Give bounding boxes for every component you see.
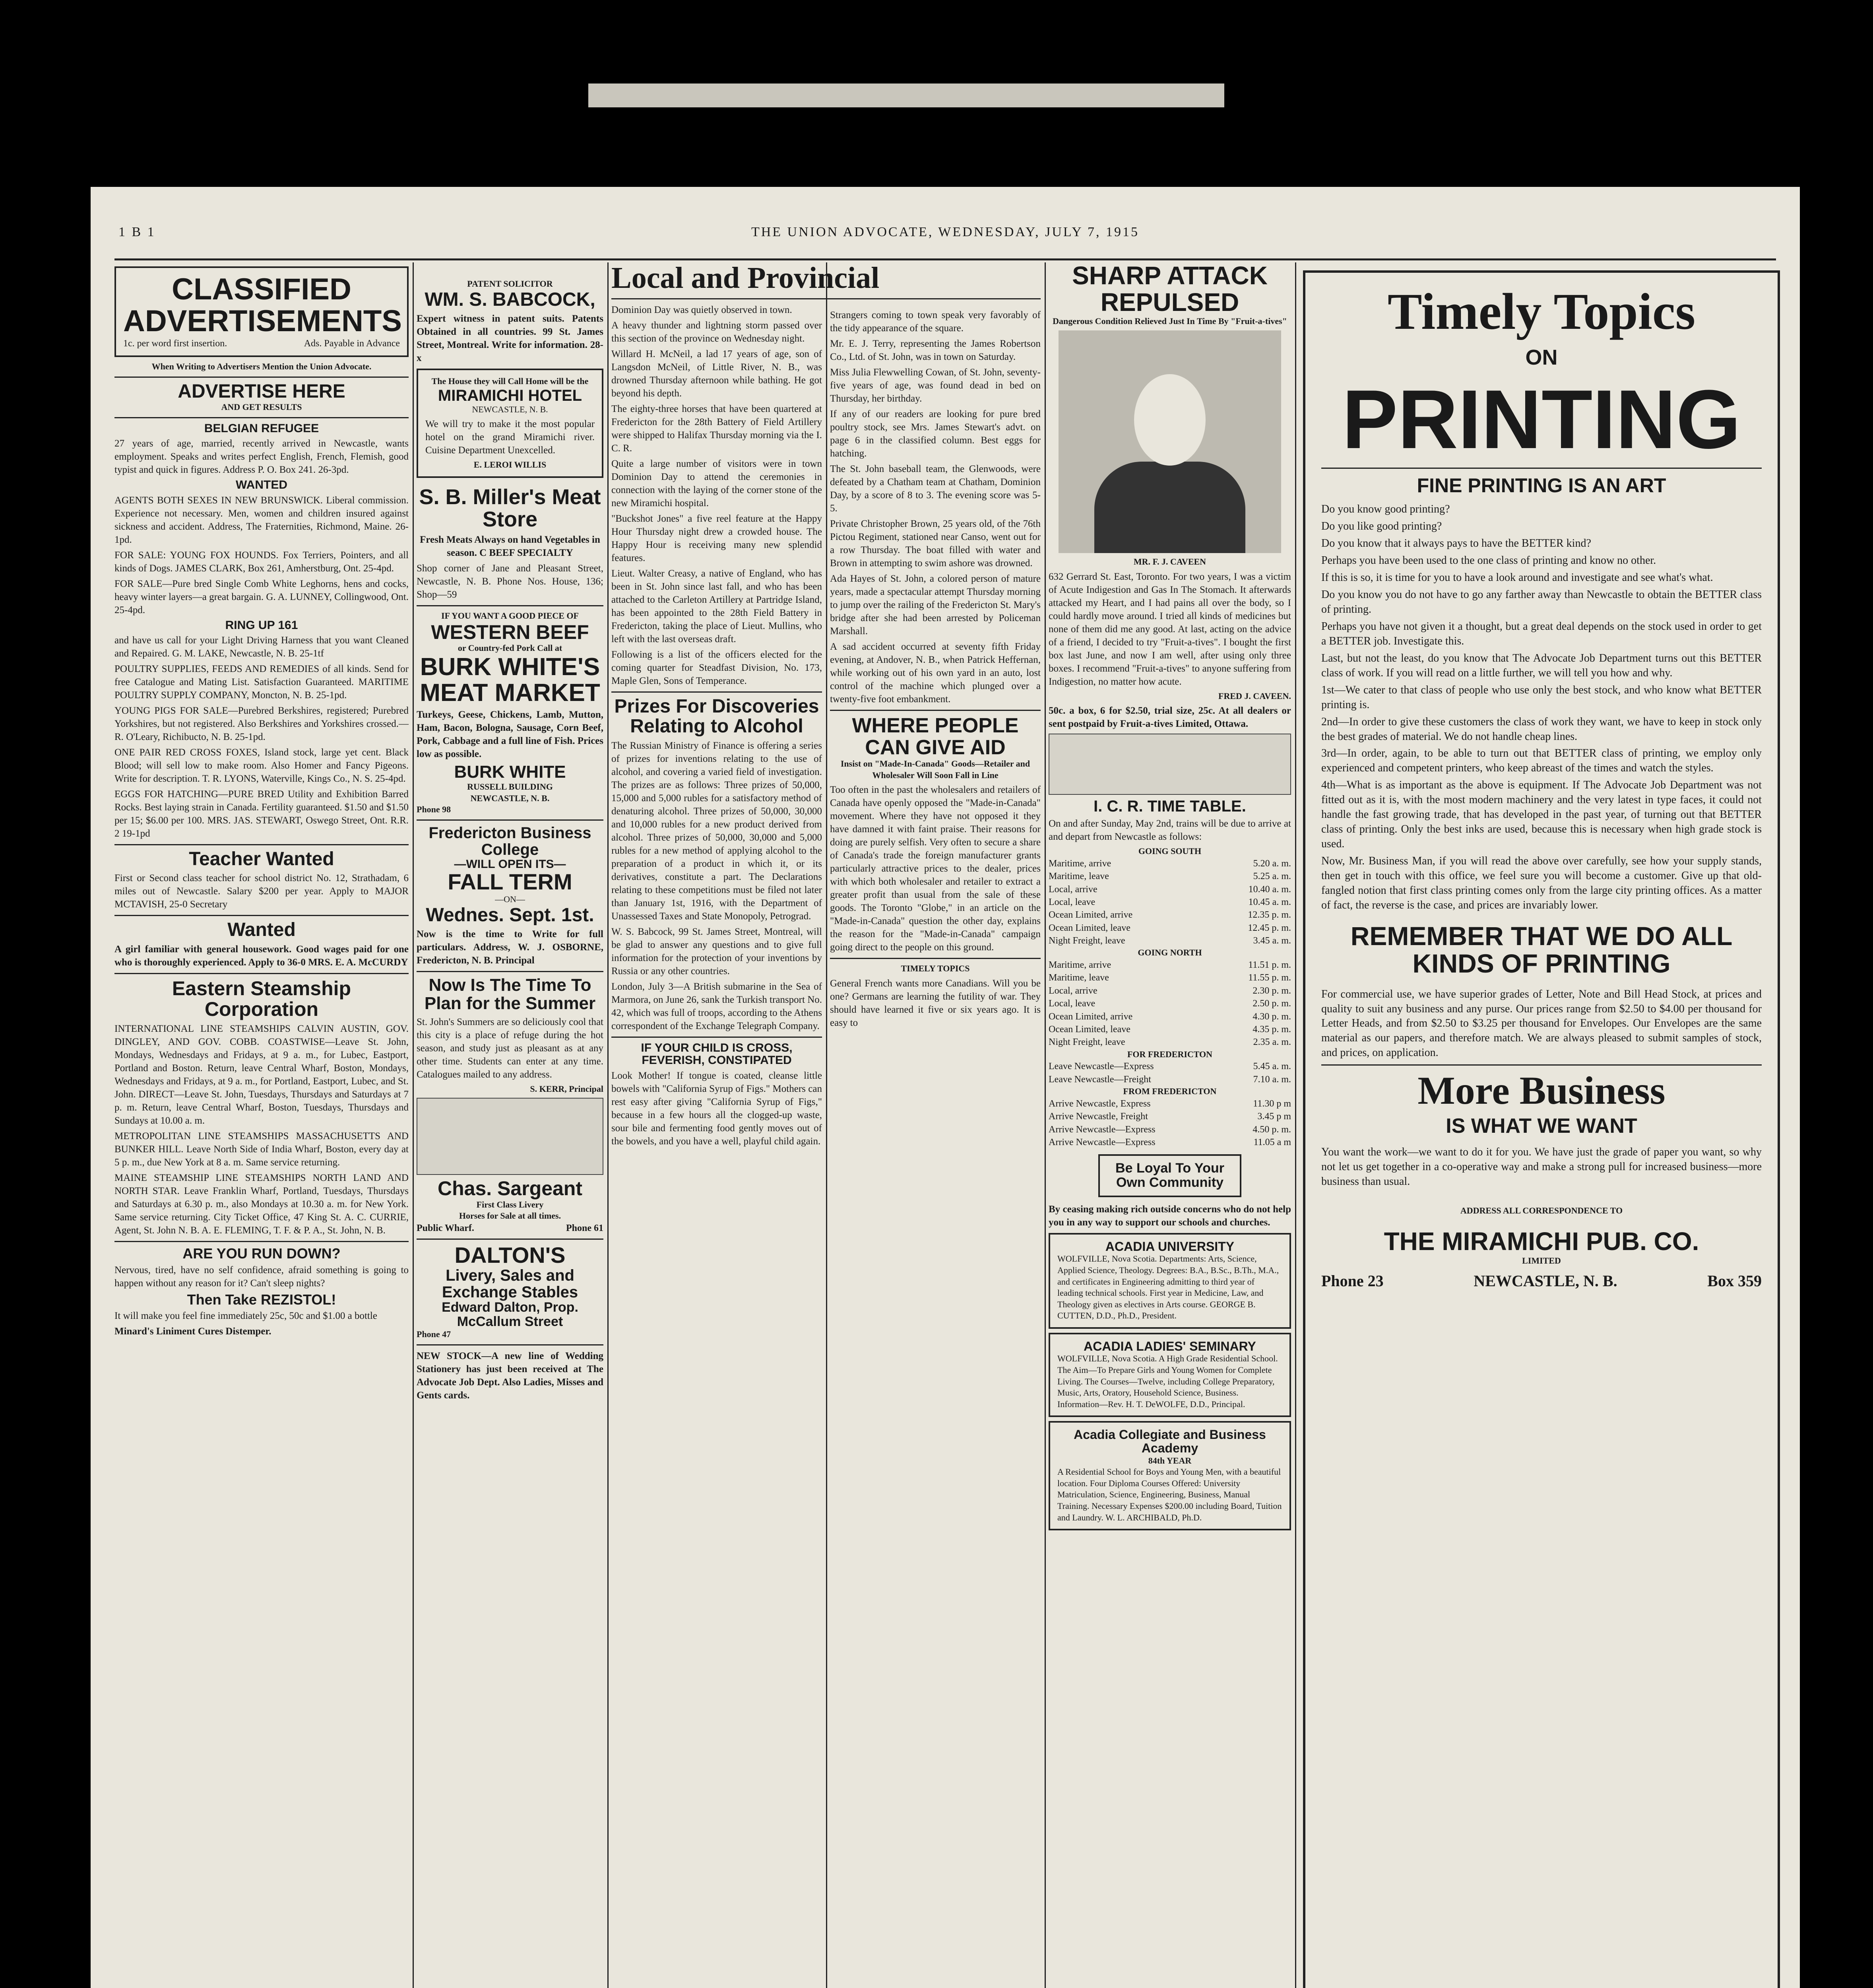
burk-text: Turkeys, Geese, Chickens, Lamb, Mutton, Ham, Bacon, Bologna, Sausage, Corn Beef, Pork, Cabbage and a full line of Fish. Prices low as possible. [417,709,603,760]
hotel-text: We will try to make it the most popular hotel on the grand Miramichi river. Cuisine Department Unexcelled. [425,419,595,456]
fall-term: FALL TERM [448,869,572,895]
schedule-row [1049,870,1291,883]
train-name: Arrive Newcastle—Express [1049,1124,1156,1135]
fall-date: Wednes. Sept. 1st. [426,904,594,926]
schedule-row [1049,1036,1291,1048]
question-3: Do you know that it always pays to have the BETTER kind? [1321,537,1591,550]
train-name: Arrive Newcastle, Freight [1049,1111,1148,1122]
train-name: Ocean Limited, arrive [1049,910,1133,920]
column-rule-3 [826,262,827,1988]
train-name: Ocean Limited, leave [1049,922,1130,933]
now-text: St. John's Summers are so deliciously cool that this city is a place of refuge during the hot season, and study just as pleasant as at any other time. Students can enter at any time. Catalogues mailed to any address. [417,1016,603,1080]
eastern-title: Eastern Steamship Corporation [172,977,351,1021]
what-we-want: IS WHAT WE WANT [1446,1114,1637,1138]
train-name: Leave Newcastle—Freight [1049,1074,1151,1085]
company-box: Box 359 [1707,1272,1762,1290]
teacher-ad: First or Second class teacher for school district No. 12, Strathadam, 6 miles out of Newcastle. Salary $200 per year. Apply to MAJOR MCTAVISH, 25-0 Secretary [114,873,409,910]
train-time: 3.45 a. m. [1253,936,1291,946]
train-time: 3.45 p m [1257,1111,1291,1122]
local-item-6: "Buckshot Jones" a five reel feature at the Happy Hour Thursday night drew a crowded house. The Happy Hour is receiving many new splendid features. [611,513,822,563]
printing-ad [1303,270,1780,1988]
where-title: WHERE PEOPLE CAN GIVE AID [852,714,1019,759]
printing-p5: Last, but not the least, do you know that The Advocate Job Department turns out this BETTER class of work. If you will read on a little further, we will tell you how and why. [1321,652,1762,679]
kerr-principal: S. KERR, Principal [530,1083,603,1094]
burk-name: BURK WHITE [454,762,566,782]
acadia-text: WOLFVILLE, Nova Scotia. Departments: Arts, Science, Applied Science, Theology. Degrees: B.A., B.Sc., B.Th., M.A., and certificates in Engineering admitting to third year of leading technical schools. First year in Medicine, Law, and Theology given as electives in Arts course. GEORGE B. CUTTEN, D.D., Ph.D., President. [1057,1254,1279,1321]
column-rule-1 [413,262,414,1988]
train-name: Maritime, arrive [1049,960,1111,971]
train-time: 12.45 p. m. [1248,922,1291,933]
company-name: THE MIRAMICHI PUB. CO. [1384,1227,1699,1256]
rezistol-text: It will make you feel fine immediately 25c, 50c and $1.00 a bottle [114,1310,377,1322]
payable-text: Ads. Payable in Advance [304,338,400,349]
masthead-rule [114,258,1776,260]
masthead [91,225,1800,248]
testimonial: 632 Gerrard St. East, Toronto. For two years, I was a victim of Acute Indigestion and Gas In The Stomach. It afterwards attacked my Heart, and I had pains all over the body, so I could hardly move around. I tried all kinds of medicines but none of them did me any good. At last, acting on the advice of a friend, I decided to try "Fruit-a-tives". I bought the first box last June, and now I am well, after using only three boxes. I recommend "Fruit-a-tives" to anyone suffering from Indigestion, no matter how acute. [1049,571,1291,687]
rundown-text: Nervous, tired, have no self confidence, afraid something is going to happen without any reason for it? Can't sleep nights? [114,1264,409,1289]
train-time: 5.20 a. m. [1253,858,1291,869]
train-name: Maritime, leave [1049,973,1109,983]
local-item-3: Willard H. McNeil, a lad 17 years of age, son of Langsdon McNeil, of Little River, N. B., was drowned Thursday afternoon while bathing. He got beyond his depth. [611,348,822,399]
sharp-title: SHARP ATTACK REPULSED [1072,261,1268,317]
train-name: Ocean Limited, leave [1049,1024,1130,1035]
printing-p1: Perhaps you have been used to the one class of printing and know no other. [1321,554,1656,567]
printing-p8: 3rd—In order, again, to be able to turn out that BETTER class of printing, we employ only experienced and competent printers, who keep abreast of the times and watch the styles. [1321,747,1762,775]
local-item-7: Lieut. Walter Creasy, a native of England, who has been in St. John since last fall, and who has been attached to the Carleton Artillery at Partridge Island, has been appointed to the 28th Field Battery in Fredericton, taking the place of Lieut. Mullins, who left with the last overseas draft. [611,568,822,645]
north-schedule [1049,959,1291,1049]
cross-text: Look Mother! If tongue is coated, cleanse little bowels with "California Syrup of Figs." Mothers can rest easy after giving "California Syrup of Figs," because in a few hours all the clogged-up waste, sour bile and fermenting food gently moves out of the bowels, and you have a well, playful child again. [611,1070,822,1147]
foxes-ad: ONE PAIR RED CROSS FOXES, Island stock, large yet cent. Black Blood; will sell low to make room. Also Homer and Fancy Pigeons. Write for description. T. R. LYONS, Waterville, Kings Co., N. S. 25-4pd. [114,747,409,784]
schedule-row [1049,896,1291,909]
babcock-name: WM. S. BABCOCK, [425,289,595,310]
news-item-3: Miss Julia Flewwelling Cowan, of St. John, seventy-five years of age, was found dead in bed on Thursday, her birthday. [830,367,1041,404]
advertise-here: ADVERTISE HERE [178,381,345,402]
printing-p6: 1st—We cater to that class of people who use only the best stock, and who know what BETTER printing is. [1321,683,1762,711]
printing-p12: You want the work—we want to do it for you. We have just the grade of paper you want, so why not let us get together in a co-operative way and make a strong pull for increased business—more business than usual. [1321,1145,1762,1188]
schedule-row [1049,934,1291,947]
company-limited: LIMITED [1522,1255,1561,1266]
train-illustration [1049,734,1291,795]
dalton-phone: Phone 47 [417,1329,451,1340]
be-loyal-badge: Be Loyal To Your Own Community [1098,1154,1241,1197]
newspaper-page [91,187,1800,1988]
train-time: 7.10 a. m. [1253,1074,1291,1085]
schedule-row [1049,984,1291,997]
fredericton-text: Now is the time to Write for full particulars. Address, W. J. OSBORNE, Fredericton, N. B. Principal [417,929,603,966]
miller-text: Fresh Meats Always on hand Vegetables in season. C BEEF SPECIALTY [420,534,600,559]
train-time: 11.30 p m [1253,1098,1291,1109]
hotel-owner: E. LEROI WILLIS [473,460,547,470]
wanted-title: WANTED [236,478,287,492]
on-label: ON [1525,345,1558,369]
western-intro: IF YOU WANT A GOOD PIECE OF [441,611,579,621]
schedule-row [1049,883,1291,896]
train-time: 2.35 a. m. [1253,1037,1291,1048]
schedule-row [1049,971,1291,984]
fredericton-college: Fredericton Business College [429,824,591,858]
schedule-row [1049,1123,1291,1136]
news-item-2: Mr. E. J. Terry, representing the James Robertson Co., Ltd. of St. John, was in town on Saturday. [830,338,1041,362]
academy-title: Acadia Collegiate and Business Academy [1074,1427,1266,1456]
burk-phone: Phone 98 [417,804,451,815]
schedule-row [1049,959,1291,971]
torn-top-strip [588,83,1224,107]
refugee-ad: 27 years of age, married, recently arrived in Newcastle, wants employment. Speaks and writes perfect English, French, Flemish, good typist and quick in figures. Address P. O. Box 241. 26-3pd. [114,438,409,476]
acadia-seminary-ad [1049,1333,1291,1417]
printing-p9: 4th—What is as important as the above is equipment. If The Advocate Job Department was not fitted out as it is, with the most modern machinery and the very latest in type faces, it could not handle the fast growing trade, that has developed in the past year, of turning out that BETTER class of printing. Only the best inks are used, because this is necessary when high grade stock is used. [1321,779,1762,850]
mention-text: When Writing to Advertisers Mention the Union Advocate. [151,361,372,371]
news-item-4: If any of our readers are looking for pure bred poultry stock, see Mrs. James Stewart's advt. on page 6 in the classified column. Best eggs for hatching. [830,409,1041,459]
burk-building: RUSSELL BUILDING [467,782,553,792]
train-time: 11.05 a m [1253,1137,1291,1147]
hotel-ad [417,369,603,478]
schedule-row [1049,857,1291,870]
train-time: 10.45 a. m. [1248,897,1291,907]
babcock-note: W. S. Babcock, 99 St. James Street, Montreal, will be glad to answer any questions and to give full information for the protection of your inventions by Russia or any other countries. [611,926,822,977]
south-schedule [1049,857,1291,947]
column-news-2 [830,306,1041,1988]
academy-year: 84th YEAR [1148,1455,1192,1466]
phone-61: Phone 61 [566,1223,603,1233]
public-wharf: Public Wharf. [417,1223,474,1233]
london-item: London, July 3—A British submarine in the Sea of Marmora, on June 26, sank the Turkish transport No. 42, which was full of troops, according to the Athens correspondent of the Exchange Telegraph Company. [611,981,822,1031]
seminary-title: ACADIA LADIES' SEMINARY [1084,1339,1256,1353]
poultry-ad: POULTRY SUPPLIES, FEEDS AND REMEDIES of all kinds. Send for free Catalogue and Mating List. Satisfaction Guaranteed. MARITIME POULTRY SUPPLY COMPANY, Moncton, N. B. 25-1pd. [114,664,409,701]
train-name: Local, leave [1049,897,1095,907]
news-item-6: Private Christopher Brown, 25 years old, of the 76th Pictou Regiment, stationed near Canso, went out for a row Thursday. The boat filled with water and Brown in attempting to swim ashore was drowned. [830,518,1041,569]
portrait-caption: MR. F. J. CAVEEN [1133,556,1206,567]
minards-ad: Minard's Liniment Cures Distemper. [114,1326,271,1337]
printing-p4: Perhaps you have not given it a thought, but a great deal depends on the stock used in order to get a BETTER job. Investigate this. [1321,620,1762,647]
babcock-text: Expert witness in patent suits. Patents Obtained in all countries. 99 St. James Street, Montreal. Write for information. 28-x [417,313,603,363]
printing-title: PRINTING [1342,373,1741,466]
teacher-title: Teacher Wanted [189,848,334,870]
local-item-8: Following is a list of the officers elected for the coming quarter for Steadfast Division, No. 173, Maple Glen, Sons of Temperance. [611,649,822,686]
question-1: Do you know good printing? [1321,503,1450,516]
miller-title: S. B. Miller's Meat Store [419,485,601,532]
train-time: 4.35 p. m. [1253,1024,1291,1035]
ring-ad: and have us call for your Light Driving Harness that you want Cleaned and Repaired. G. M. LAKE, Newcastle, N. B. 25-1tf [114,635,409,659]
train-time: 11.51 p. m. [1248,960,1291,971]
daltons-title: DALTON'S [454,1242,566,1268]
from-fredericton-title: FROM FREDERICTON [1123,1086,1217,1097]
south-title: GOING SOUTH [1138,846,1202,856]
schedule-row [1049,1010,1291,1023]
leghorns-ad: FOR SALE—Pure bred Single Comb White Leghorns, hens and cocks, heavy winter layers—a great bargain. G. A. LUNNEY, Collingwood, Ont. 25-4pd. [114,578,409,615]
schedule-row [1049,1110,1291,1123]
miller-address: Shop corner of Jane and Pleasant Street, Newcastle, N. B. Phone Nos. House, 136; Shop—59 [417,563,603,600]
western-beef: WESTERN BEEF [431,621,589,643]
alcohol-title: Prizes For Discoveries Relating to Alcohol [614,695,819,737]
rate-text: 1c. per word first insertion. [123,338,227,349]
train-time: 4.30 p. m. [1253,1011,1291,1022]
column-rule-4 [1045,262,1046,1988]
column-fruitatives [1049,262,1291,1988]
loyal-text: By ceasing making rich outside concerns who do not help you in any way to support our schools and churches. [1049,1204,1291,1228]
train-time: 2.50 p. m. [1253,998,1291,1009]
train-name: Local, leave [1049,998,1095,1009]
north-title: GOING NORTH [1138,947,1202,958]
page-marker: 1 B 1 [118,225,156,239]
western-pork: or Country-fed Pork Call at [458,643,562,653]
rezistol-title: Then Take REZISTOL! [187,1291,336,1308]
classified-title: CLASSIFIED ADVERTISEMENTS [123,272,402,338]
pigs-ad: YOUNG PIGS FOR SALE—Purebred Berkshires, registered; Purebred Yorkshires, but not registered. Also Berkshires and Yorkshires crossed.—R. O'Leary, Richibucto, N. B. 25-1pd. [114,705,409,743]
sargeant-horses: Horses for Sale at all times. [459,1211,561,1221]
fredericton-open: —WILL OPEN ITS— [454,857,566,871]
news-item-5: The St. John baseball team, the Glenwoods, were defeated by a Chatham team at Chatham, Dominion Day, by a score of 8 to 3. The evening score was 5-5. [830,464,1041,514]
train-name: Local, arrive [1049,884,1097,895]
company-phone: Phone 23 [1321,1272,1384,1290]
wanted2-title: Wanted [227,919,296,941]
hotel-city: NEWCASTLE, N. B. [472,404,548,414]
train-name: Ocean Limited, arrive [1049,1011,1133,1022]
fall-on: —ON— [495,894,525,905]
schedule-row [1049,1136,1291,1149]
schedule-row [1049,1060,1291,1073]
acadia-academy-ad [1049,1421,1291,1530]
train-name: Maritime, arrive [1049,858,1111,869]
icr-text: On and after Sunday, May 2nd, trains will be due to arrive at and depart from Newcastle as follows: [1049,818,1291,843]
cross-title: IF YOUR CHILD IS CROSS, FEVERISH, CONSTIPATED [641,1041,793,1067]
question-2: Do you like good printing? [1321,520,1442,533]
train-time: 11.55 p. m. [1248,973,1291,983]
solicitor-label: PATENT SOLICITOR [467,279,553,289]
caveen-portrait [1059,330,1281,553]
ring-title: RING UP 161 [225,618,298,632]
printing-p3: Do you know you do not have to go any farther away than Newcastle to obtain the BETTER class of printing. [1321,588,1762,615]
masthead-text: THE UNION ADVOCATE, WEDNESDAY, JULY 7, 1915 [751,225,1140,239]
where-text: Too often in the past the wholesalers and retailers of Canada have openly opposed the "Made-in-Canada" movement. Where they have not opposed it they have damned it with faint praise. Their reasons for doing are purely selfish. Very often to secure a share of Canada's trade the foreign manufacturer grants particularly attractive prices to the dealer, prices with which both wholesaler and retailer to extract a greater profit than usual from the sale of these goods. The Toronto "Globe," in an article on the "Made-in-Canada" question the other day, explains the reason for the "Made-in-Canada" campaign going direct to the people on this ground. [830,784,1041,953]
train-name: Arrive Newcastle, Express [1049,1098,1151,1109]
sharp-sub: Dangerous Condition Relieved Just In Time By "Fruit-a-tives" [1053,316,1287,326]
burk-city: NEWCASTLE, N. B. [470,793,550,803]
dalton-street: McCallum Street [457,1314,563,1329]
fine-printing: FINE PRINTING IS AN ART [1417,474,1666,497]
agents-ad: AGENTS BOTH SEXES IN NEW BRUNSWICK. Liberal commission. Experience not necessary. Men, women and children insured against sickness and accident. Address, The Fraternities, Richmond, Maine. 26-1pd. [114,495,409,545]
icr-title: I. C. R. TIME TABLE. [1094,798,1246,815]
classified-header [114,266,409,357]
fredericton-schedule [1049,1060,1291,1086]
column-classified [114,262,409,1988]
address-label: ADDRESS ALL CORRESPONDENCE TO [1460,1205,1623,1215]
get-results: AND GET RESULTS [221,402,302,412]
testimonial-signer: FRED J. CAVEEN. [1218,691,1291,701]
maine-ad: MAINE STEAMSHIP LINE STEAMSHIPS NORTH LAND AND NORTH STAR. Leave Franklin Wharf, Portland, Tuesdays, Thursdays and Saturdays at 6.30 p. m., also Mondays at 10.30 a. m. for New York. Same service returning. City Ticket Office, 47 King St. A. C. CURRIE, Agent, St. John N. B. A. E. FLEMING, T. F. & P. A., St. John, N. B. [114,1172,409,1236]
printing-p10: Now, Mr. Business Man, if you will read the above over carefully, see how your supply stands, then get in touch with this office, we feel sure you will become a customer. Give up that old-fangled notion that first class printing comes only from the large city printing offices. As a matter of fact, the reverse is the case, and prices are invariably lower. [1321,855,1762,912]
hotel-top: The House they will Call Home will be the [431,376,589,386]
news-item-8: A sad accident occurred at seventy fifth Friday evening, at Andover, N. B., when Patrick Heffernan, while working out of his own yard in an auto, lost control of the machine which plunged over a twenty-five foot embankment. [830,641,1041,705]
news-item-7: Ada Hayes of St. John, a colored person of mature years, made a spectacular attempt Thursday morning to jump over the railing of the Fredericton St. Mary's bridge after she had been arrested by Policeman Marshall. [830,573,1041,637]
schedule-row [1049,1097,1291,1110]
printing-p2: If this is so, it is time for you to have a look around and investigate and see what's what. [1321,571,1713,584]
train-time: 2.30 p. m. [1253,985,1291,996]
train-time: 4.50 p. m. [1253,1124,1291,1135]
train-name: Night Freight, leave [1049,936,1125,946]
local-item-4: The eighty-three horses that have been quartered at Fredericton for the 28th Battery of Field Artillery were shipped to Halifax Thursday morning via the I. C. R. [611,403,822,454]
column-local-news [611,261,880,1988]
local-item-1: Dominion Day was quietly observed in town. [611,304,792,315]
schedule-row [1049,1073,1291,1086]
more-business-title: More Business [1417,1068,1666,1113]
sargeant-title: Chas. Sargeant [437,1177,582,1200]
refugee-title: BELGIAN REFUGEE [204,421,319,435]
schedule-row [1049,922,1291,934]
train-time: 5.45 a. m. [1253,1061,1291,1072]
from-fredericton-schedule [1049,1097,1291,1149]
schedule-row [1049,1023,1291,1036]
column-ads [417,262,603,1988]
horse-carriage-illustration [417,1098,603,1175]
fredericton-title: FOR FREDERICTON [1127,1049,1213,1059]
printing-p11: For commercial use, we have superior grades of Letter, Note and Bill Head Stock, at prices and quality to suit any business and any purse. Our prices range from $2.50 to $4.00 per thousand for Letter Heads, and from $2.50 to $3.25 per thousand for Envelopes. Our Envelopes are the same material as our papers, and therefore match. We are always pleased to submit samples of stock, and prices, on application. [1321,988,1762,1059]
hotel-name: MIRAMICHI HOTEL [438,386,582,404]
new-stock: NEW STOCK—A new line of Wedding Stationery has just been received at The Advocate Job Dept. Also Ladies, Misses and Gents cards. [417,1351,603,1401]
schedule-row [1049,909,1291,921]
fruitatives-price: 50c. a box, 6 for $2.50, trial size, 25c. At all dealers or sent postpaid by Fruit-a-tives Limited, Ottawa. [1049,705,1291,730]
timely-title: TIMELY TOPICS [901,963,970,974]
train-time: 12.35 p. m. [1248,910,1291,920]
where-sub: Insist on "Made-In-Canada" Goods—Retailer and Wholesaler Will Soon Fall in Line [840,759,1030,780]
acadia-university-ad [1049,1233,1291,1329]
metropolitan-ad: METROPOLITAN LINE STEAMSHIPS MASSACHUSETTS AND BUNKER HILL. Leave North Side of India Wharf, Boston, every day at 5 p. m., due New York at 8 a. m. Same service returning. [114,1130,409,1168]
now-title: Now Is The Time To Plan for the Summer [424,975,596,1013]
train-name: Night Freight, leave [1049,1037,1125,1048]
rundown-title: ARE YOU RUN DOWN? [182,1245,341,1262]
timely-text: General French wants more Canadians. Will you be one? Germans are learning the futility of war. They should have learned it five or six years ago. It is easy to [830,978,1041,1028]
burk-market: BURK WHITE'S MEAT MARKET [420,653,600,707]
column-rule-2 [607,262,609,1988]
eggs-ad: EGGS FOR HATCHING—PURE BRED Utility and Exhibition Barred Rocks. Best laying strain in Canada. Fertility guaranteed. $1.50 and $1.50 per 15; $6.00 per 100. MRS. JAS. STEWART, Oswego Street, Ont. R.R. 2 19-1pd [114,789,409,839]
printing-p7: 2nd—In order to give these customers the class of work they want, we have to keep in stock only the best grades of material. We do not handle cheap lines. [1321,715,1762,743]
train-name: Arrive Newcastle—Express [1049,1137,1156,1147]
acadia-title: ACADIA UNIVERSITY [1105,1239,1235,1254]
eastern-ad: INTERNATIONAL LINE STEAMSHIPS CALVIN AUSTIN, GOV. DINGLEY, AND GOV. COBB. COASTWISE—Leave St. John, Mondays, Wednesdays and Fridays, at 9 a. m., for Lubec, Eastport, Portland and Boston. Return, leave Central Wharf, Boston, Mondays, Wednesdays and Fridays, at 9 a. m., for Portland, Eastport, Lubec, and St. John. DIRECT—Leave St. John, Tuesdays, Thursdays and Saturdays at 7 p. m. Return, leave Central Wharf, Boston, Tuesdays, Thursdays and Sundays at 10.00 a. m. [114,1023,409,1126]
seminary-text: WOLFVILLE, Nova Scotia. A High Grade Residential School. The Aim—To Prepare Girls and Young Women for Complete Living. The Courses—Twelve, including College Preparatory, Music, Arts, Oratory, Household Science, Business. Information—Rev. H. T. DeWOLFE, D.D., Principal. [1057,1353,1278,1409]
timely-topics-title: Timely Topics [1387,283,1696,340]
column-rule-5 [1295,262,1296,1988]
schedule-row [1049,997,1291,1010]
news-item-1: Strangers coming to town speak very favorably of the tidy appearance of the square. [830,310,1041,334]
academy-text: A Residential School for Boys and Young Men, with a beautiful location. Four Diploma Courses Offered: University Matriculation, Science, Engineering, Business, Manual Training. Necessary Expenses $200.00 including Board, Tuition and Laundry. W. L. ARCHIBALD, Ph.D. [1057,1467,1282,1522]
sargeant-livery: First Class Livery [476,1199,544,1209]
local-title: Local and Provincial [611,261,880,295]
train-name: Maritime, leave [1049,871,1109,882]
train-time: 5.25 a. m. [1253,871,1291,882]
local-item-2: A heavy thunder and lightning storm passed over this section of the province on Wednesday night. [611,320,822,344]
train-name: Local, arrive [1049,985,1097,996]
fox-hounds-ad: FOR SALE: YOUNG FOX HOUNDS. Fox Terriers, Pointers, and all kinds of Dogs. JAMES CLARK, Box 261, Amherstburg, Ont. 25-4pd. [114,549,409,574]
daltons-sub: Livery, Sales and Exchange Stables [442,1267,578,1301]
alcohol-text: The Russian Ministry of Finance is offering a series of prizes for inventions relating to the use of alcohol, and covering a varied field of investigation. The prizes are as follows: Three prizes of 50,000, 15,000 and 5,000 rubles for a satisfactory method of denaturing alcohol. Three prizes of 50,000, 30,000 and 10,000 rubles for a new product derived from alcohol. Three prizes of 50,000, 30,000 and 5,000 rubles for a new method of applying alcohol to the preparation of a product in which it, or its derivatives, constitute a part. The Declarations relating to these competitions must be filed not later than January 1st, 1916, with the Department of Unassessed Taxes and State Monopoly, Petrograd. [611,740,822,922]
train-time: 10.40 a. m. [1248,884,1291,895]
local-item-5: Quite a large number of visitors were in town Dominion Day to attend the ceremonies in connection with the laying of the corner stone of the new Miramichi hospital. [611,458,822,509]
dalton-name: Edward Dalton, Prop. [442,1300,578,1315]
wanted2-ad: A girl familiar with general housework. Good wages paid for one who is thoroughly experienced. Apply to 36-0 MRS. E. A. McCURDY [114,944,409,968]
company-city: NEWCASTLE, N. B. [1474,1272,1617,1290]
train-name: Leave Newcastle—Express [1049,1061,1154,1072]
remember-title: REMEMBER THAT WE DO ALL KINDS OF PRINTING [1350,921,1733,978]
